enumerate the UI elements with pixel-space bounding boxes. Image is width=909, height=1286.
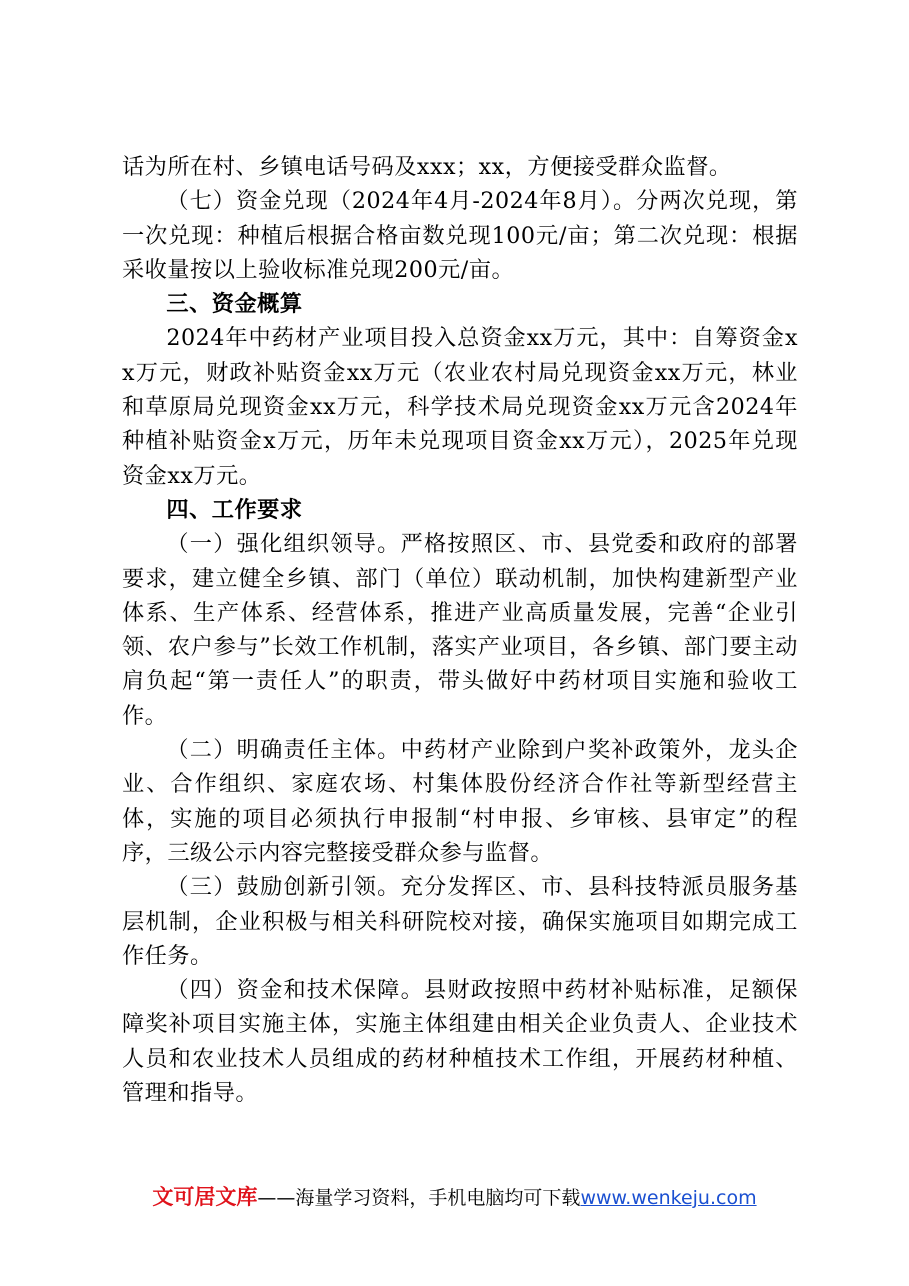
document-body bbox=[122, 150, 798, 1110]
section-heading-budget: 三、资金概算 bbox=[166, 291, 303, 318]
footer-brand: 文可居文库 bbox=[152, 1185, 258, 1209]
footer-website-link[interactable]: www.wenkeju.com bbox=[580, 1187, 757, 1209]
paragraph-leadership: （一）强化组织领导。严格按照区、市、县党委和政府的部署要求，建立健全乡镇、部门（单位）联动机制，加快构建新型产业体系、生产体系、经营体系，推进产业高质量发展，完善“企业引领、农户参与”长效工作机制，落实产业项目，各乡镇、部门要主动肩负起“第一责任人”的职责，带头做好中药材项目实施和验收工作。 bbox=[122, 531, 798, 729]
paragraph-innovation: （三）鼓励创新引领。充分发挥区、市、县科技特派员服务基层机制，企业积极与相关科研院校对接，确保实施项目如期完成工作任务。 bbox=[122, 874, 798, 969]
paragraph-responsibility: （二）明确责任主体。中药材产业除到户奖补政策外，龙头企业、合作组织、家庭农场、村集体股份经济合作社等新型经营主体，实施的项目必须执行申报制“村申报、乡审核、县审定”的程序，三级公示内容完整接受群众参与监督。 bbox=[122, 737, 798, 866]
paragraph-fund-disbursement: （七）资金兑现（2024年4月-2024年8月）。分两次兑现，第一次兑现：种植后根据合格亩数兑现100元/亩；第二次兑现：根据采收量按以上验收标准兑现200元/亩。 bbox=[122, 188, 798, 283]
paragraph-funding-support: （四）资金和技术保障。县财政按照中药材补贴标准，足额保障奖补项目实施主体，实施主体组建由相关企业负责人、企业技术人员和农业技术人员组成的药材种植技术工作组，开展药材种植、管理和指导。 bbox=[122, 977, 798, 1107]
section-heading-requirements: 四、工作要求 bbox=[166, 496, 303, 523]
footer-banner bbox=[0, 1184, 909, 1211]
footer-tagline: ——海量学习资料，手机电脑均可下载 bbox=[257, 1187, 581, 1209]
paragraph-budget: 2024年中药材产业项目投入总资金xx万元，其中：自筹资金xx万元，财政补贴资金xx万元（农业农村局兑现资金xx万元，林业和草原局兑现资金xx万元，科学技术局兑现资金xx万元含2024年种植补贴资金x万元，历年未兑现项目资金xx万元），2025年兑现资金xx万元。 bbox=[122, 325, 798, 489]
paragraph-continuation: 话为所在村、乡镇电话号码及xxx；xx，方便接受群众监督。 bbox=[122, 154, 732, 180]
